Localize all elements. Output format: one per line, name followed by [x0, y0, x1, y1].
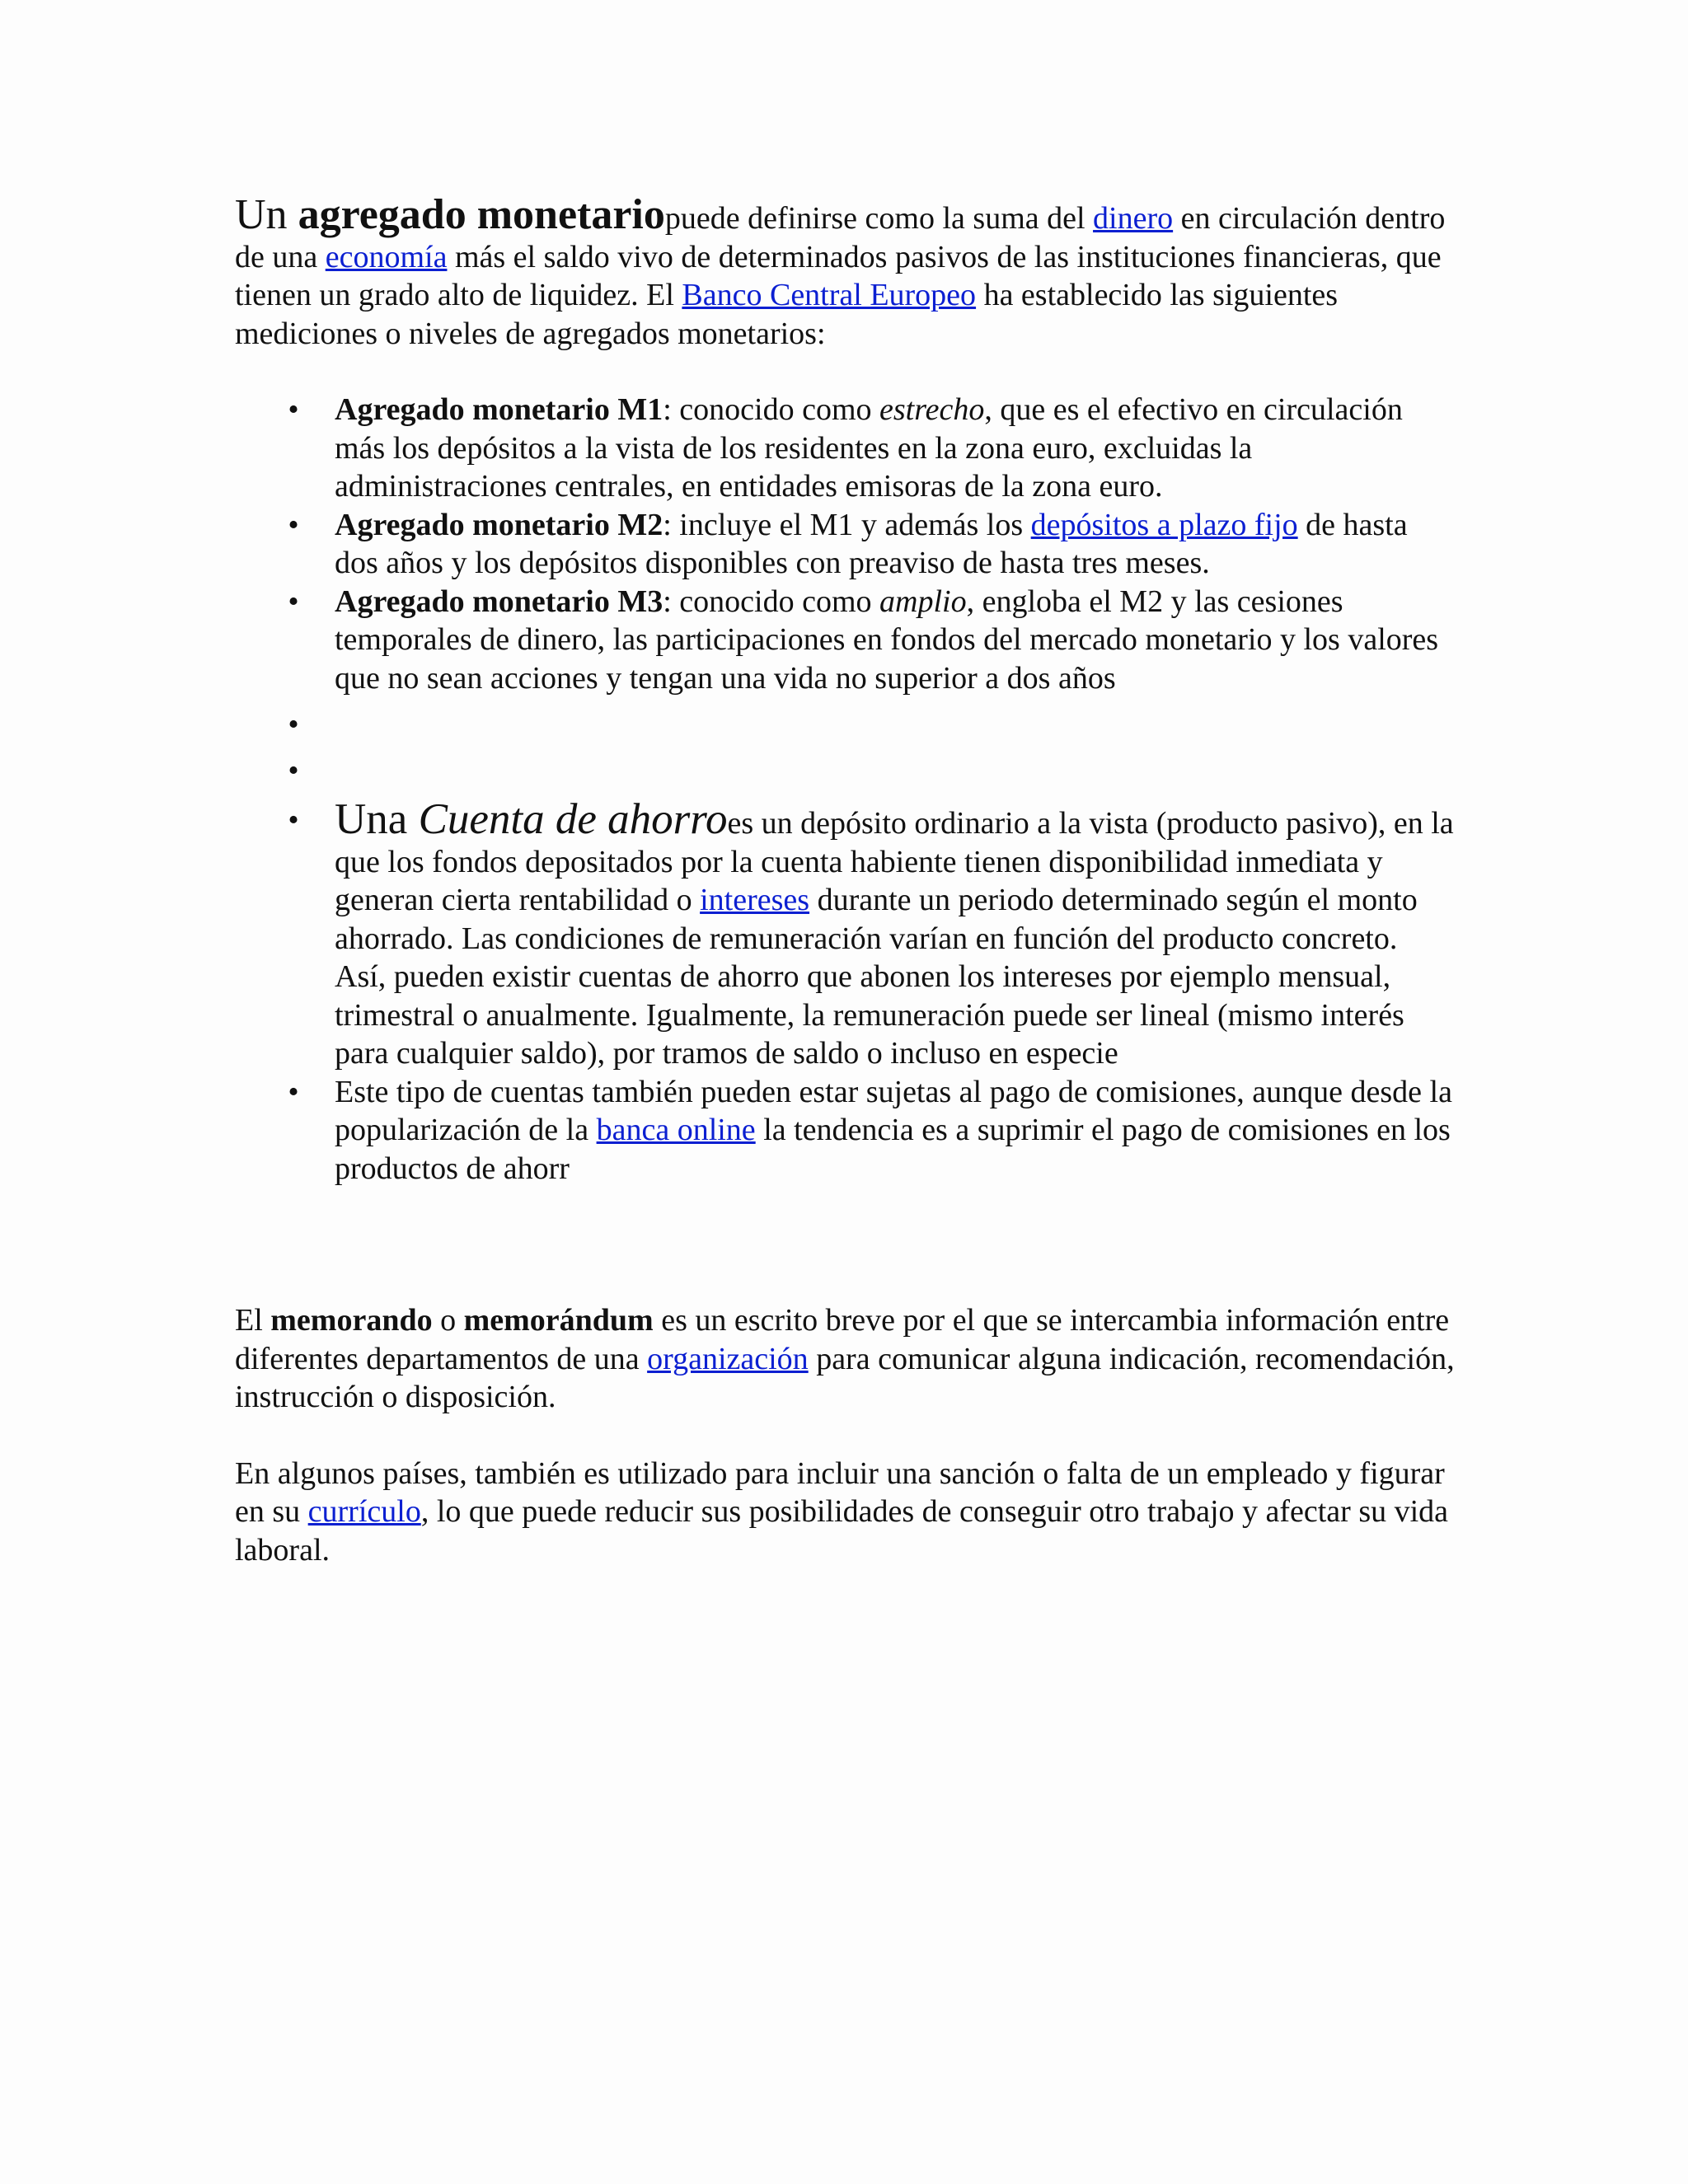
link-organizacion[interactable]: organización [647, 1341, 809, 1376]
savings-lead: Una [335, 795, 419, 843]
commissions-text-2: la tendencia es a suprimir el pago de comisiones en los productos de ahorr [335, 1113, 1451, 1186]
list-item-savings-account [235, 796, 1455, 1073]
list-item-empty [235, 752, 1455, 790]
list-item-m2 [235, 506, 1455, 583]
intro-text-2: en circulación dentro de una [235, 201, 1446, 274]
list-item-empty [235, 705, 1455, 744]
list-item-m1 [235, 391, 1455, 506]
link-dinero[interactable]: dinero [1093, 201, 1174, 236]
memo2-text-1: En algunos países, también es utilizado para incluir una sanción o falta de un empleado y figurar en su [235, 1455, 1445, 1529]
bullet-icon: • [288, 583, 299, 619]
memo-term-2: memorándum [463, 1303, 654, 1338]
memo-paragraph-2 [235, 1455, 1455, 1570]
list-item-m3 [235, 583, 1455, 698]
m1-label: Agregado monetario M1 [335, 392, 663, 427]
m3-emphasis: amplio [879, 583, 967, 619]
memo-paragraph [235, 1301, 1455, 1417]
intro-text-3: más el saldo vivo de determinados pasivos de las instituciones financieras, que tienen un grado alto de liquidez. El [235, 239, 1442, 312]
m2-text-1: : incluye el M1 y además los [663, 507, 1031, 542]
bullet-icon: • [288, 707, 299, 742]
memo-term-1: memorando [270, 1303, 433, 1338]
bullet-icon: • [288, 507, 299, 542]
m2-text-2: de hasta dos años y los depósitos disponibles con preaviso de hasta tres meses. [335, 507, 1408, 580]
link-banca-online[interactable]: banca online [596, 1113, 756, 1147]
intro-prefix: Un [235, 191, 298, 238]
m3-text-2: , engloba el M2 y las cesiones temporales de dinero, las participaciones en fondos del mercado monetario y los valores que no sean acciones y tengan una vida no superior a dos años [335, 583, 1439, 696]
m1-emphasis: estrecho [879, 392, 985, 427]
bullet-icon: • [288, 392, 299, 427]
bullet-icon: • [288, 803, 299, 837]
list-item-commissions [235, 1073, 1455, 1188]
savings-text-2: durante un periodo determinado según el monto ahorrado. Las condiciones de remuneración varían en función del producto concreto. Así, pueden existir cuentas de ahorro que abonen los intereses por ejemplo mensual, trimestral o anualmente. Igualmente, la remuneración puede ser lineal (mismo interés para cualquier saldo), por tramos de saldo o incluso en especie [335, 883, 1418, 1071]
aggregates-list [235, 391, 1455, 1188]
link-depositos-plazo-fijo[interactable]: depósitos a plazo fijo [1030, 507, 1298, 542]
link-economia[interactable]: economía [325, 239, 448, 274]
memo-text-1: o [432, 1303, 464, 1338]
memo-text-0: El [235, 1303, 271, 1338]
m3-label: Agregado monetario M3 [335, 583, 663, 619]
savings-text-1: es un depósito ordinario a la vista (producto pasivo), en la que los fondos depositados por la cuenta habiente tienen disponibilidad inmediata y generan cierta rentabilidad o [335, 806, 1454, 917]
intro-text-1: puede definirse como la suma del [664, 201, 1094, 236]
m1-text-2: , que es el efectivo en circulación más los depósitos a la vista de los residentes en la zona euro, excluidas la administraciones centrales, en entidades emisoras de la zona euro. [335, 392, 1403, 504]
memo2-text-2: , lo que puede reducir sus posibilidades de conseguir otro trabajo y afectar su vida laboral. [235, 1494, 1449, 1568]
memo-text-2: es un escrito breve por el que se intercambia información entre diferentes departamentos de una [235, 1303, 1450, 1376]
commissions-text-1: Este tipo de cuentas también pueden estar sujetas al pago de comisiones, aunque desde la popularización de la [335, 1074, 1452, 1147]
m3-text-1: : conocido como [663, 583, 880, 619]
document-page [235, 191, 1455, 1569]
memo-text-3: para comunicar alguna indicación, recomendación, instrucción o disposición. [235, 1341, 1455, 1414]
intro-text-4: ha establecido las siguientes mediciones o niveles de agregados monetarios: [235, 278, 1339, 351]
intro-paragraph [235, 191, 1455, 353]
m1-text-1: : conocido como [663, 392, 880, 427]
link-curriculo[interactable]: currículo [307, 1494, 421, 1529]
savings-term: Cuenta de ahorro [418, 795, 728, 843]
link-banco-central-europeo[interactable]: Banco Central Europeo [682, 278, 977, 312]
link-intereses[interactable]: intereses [700, 883, 810, 917]
m2-label: Agregado monetario M2 [335, 507, 663, 542]
bullet-icon: • [288, 1074, 299, 1109]
bullet-icon: • [288, 752, 299, 788]
intro-term: agregado monetario [298, 191, 665, 238]
